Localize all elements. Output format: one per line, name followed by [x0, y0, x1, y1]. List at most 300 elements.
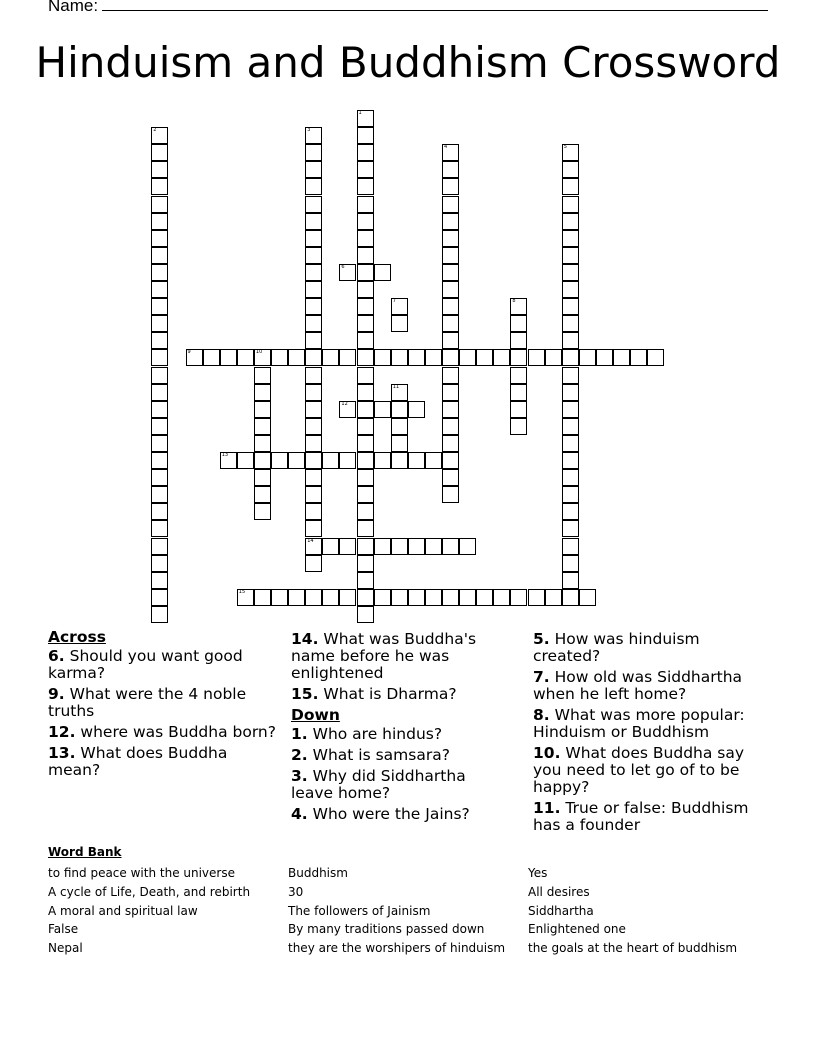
- crossword-cell[interactable]: [391, 538, 408, 555]
- crossword-cell[interactable]: [151, 127, 168, 144]
- crossword-cell[interactable]: [442, 367, 459, 384]
- word-bank-item: to find peace with the universe: [48, 866, 235, 880]
- crossword-cell[interactable]: [288, 349, 305, 366]
- crossword-cell[interactable]: [357, 452, 374, 469]
- crossword-cell[interactable]: [151, 281, 168, 298]
- crossword-cell[interactable]: [357, 178, 374, 195]
- clue-across-12: [48, 724, 280, 741]
- crossword-cell[interactable]: [151, 178, 168, 195]
- clue-across-6: [48, 648, 280, 682]
- crossword-cell[interactable]: [357, 196, 374, 213]
- crossword-cell[interactable]: [271, 589, 288, 606]
- clue-down-4: [291, 806, 501, 823]
- crossword-cell[interactable]: [305, 144, 322, 161]
- clue-text: What is Dharma?: [323, 685, 457, 703]
- clues-column-2: [291, 631, 501, 827]
- clue-text: What does Buddha mean?: [48, 744, 228, 779]
- crossword-cell[interactable]: [151, 486, 168, 503]
- crossword-cell[interactable]: [408, 538, 425, 555]
- crossword-cell[interactable]: [562, 332, 579, 349]
- clue-text: What was more popular: Hinduism or Buddhism: [533, 706, 745, 741]
- crossword-cell[interactable]: [528, 349, 545, 366]
- crossword-cell[interactable]: [305, 196, 322, 213]
- crossword-cell[interactable]: [374, 589, 391, 606]
- crossword-cell[interactable]: [151, 230, 168, 247]
- crossword-cell[interactable]: [510, 401, 527, 418]
- clue-number: 14.: [291, 630, 319, 648]
- crossword-cell[interactable]: [357, 298, 374, 315]
- crossword-cell[interactable]: [151, 298, 168, 315]
- crossword-cell[interactable]: [459, 589, 476, 606]
- cell-number: 2: [153, 127, 157, 134]
- crossword-cell[interactable]: [357, 230, 374, 247]
- crossword-cell[interactable]: [305, 367, 322, 384]
- crossword-cell[interactable]: [562, 538, 579, 555]
- crossword-cell[interactable]: [357, 281, 374, 298]
- crossword-cell[interactable]: [220, 452, 237, 469]
- clue-number: 4.: [291, 805, 308, 823]
- crossword-cell[interactable]: [237, 349, 254, 366]
- crossword-cell[interactable]: [357, 332, 374, 349]
- clue-down-7: [533, 669, 768, 703]
- crossword-cell[interactable]: [186, 349, 203, 366]
- clue-down-2: [291, 747, 501, 764]
- crossword-cell[interactable]: [562, 555, 579, 572]
- crossword-cell[interactable]: [562, 384, 579, 401]
- crossword-cell[interactable]: [562, 213, 579, 230]
- crossword-cell[interactable]: [339, 264, 356, 281]
- crossword-cell[interactable]: [203, 349, 220, 366]
- crossword-cell[interactable]: [442, 384, 459, 401]
- crossword-cell[interactable]: [357, 555, 374, 572]
- down-heading: Down: [291, 706, 340, 724]
- clue-number: 1.: [291, 725, 308, 743]
- crossword-cell[interactable]: [442, 401, 459, 418]
- word-bank-item: the goals at the heart of buddhism: [528, 941, 738, 956]
- clue-number: 3.: [291, 767, 308, 785]
- crossword-cell[interactable]: [562, 196, 579, 213]
- crossword-cell[interactable]: [442, 538, 459, 555]
- word-bank-item: Nepal: [48, 941, 83, 956]
- crossword-cell[interactable]: [339, 401, 356, 418]
- crossword-cell[interactable]: [562, 572, 579, 589]
- clue-number: 12.: [48, 723, 76, 741]
- crossword-cell[interactable]: [630, 349, 647, 366]
- crossword-cell[interactable]: [374, 349, 391, 366]
- crossword-cell[interactable]: [562, 264, 579, 281]
- crossword-cell[interactable]: [476, 589, 493, 606]
- word-bank-item: 30: [288, 884, 304, 899]
- crossword-cell[interactable]: [562, 349, 579, 366]
- crossword-cell[interactable]: [510, 298, 527, 315]
- crossword-cell[interactable]: [254, 452, 271, 469]
- crossword-cell[interactable]: [357, 401, 374, 418]
- clue-number: 13.: [48, 744, 76, 762]
- clue-text: How old was Siddhartha when he left home?: [533, 668, 743, 703]
- crossword-cell[interactable]: [151, 555, 168, 572]
- crossword-cell[interactable]: [254, 418, 271, 435]
- crossword-cell[interactable]: [510, 332, 527, 349]
- crossword-cell[interactable]: [151, 144, 168, 161]
- crossword-cell[interactable]: [459, 538, 476, 555]
- crossword-cell[interactable]: [151, 332, 168, 349]
- clue-down-11: [533, 800, 768, 834]
- crossword-cell[interactable]: [254, 435, 271, 452]
- crossword-cell[interactable]: [596, 349, 613, 366]
- crossword-cell[interactable]: [562, 298, 579, 315]
- crossword-cell[interactable]: [493, 349, 510, 366]
- crossword-cell[interactable]: [510, 418, 527, 435]
- crossword-cell[interactable]: [305, 452, 322, 469]
- crossword-cell[interactable]: [374, 264, 391, 281]
- crossword-cell[interactable]: [408, 401, 425, 418]
- crossword-cell[interactable]: [357, 264, 374, 281]
- crossword-cell[interactable]: [510, 349, 527, 366]
- crossword-cell[interactable]: [151, 538, 168, 555]
- clue-down-5: [533, 631, 768, 665]
- crossword-cell[interactable]: [391, 401, 408, 418]
- crossword-cell[interactable]: [151, 503, 168, 520]
- crossword-cell[interactable]: [476, 349, 493, 366]
- crossword-cell[interactable]: [288, 589, 305, 606]
- cell-number: 7: [392, 298, 396, 305]
- cell-number: 12: [341, 400, 348, 407]
- crossword-cell[interactable]: [305, 384, 322, 401]
- crossword-cell[interactable]: [357, 367, 374, 384]
- crossword-cell[interactable]: [391, 315, 408, 332]
- crossword-cell[interactable]: [254, 589, 271, 606]
- crossword-cell[interactable]: [442, 178, 459, 195]
- clue-across-9: [48, 686, 280, 720]
- clue-text: Should you want good karma?: [48, 647, 243, 682]
- crossword-cell[interactable]: [151, 418, 168, 435]
- clue-across-13: [48, 745, 280, 779]
- crossword-cell[interactable]: [151, 247, 168, 264]
- crossword-cell[interactable]: [151, 589, 168, 606]
- crossword-cell[interactable]: [151, 606, 168, 623]
- name-label: Name:: [48, 0, 99, 15]
- crossword-cell[interactable]: [357, 349, 374, 366]
- crossword-cell[interactable]: [357, 469, 374, 486]
- crossword-cell[interactable]: [339, 589, 356, 606]
- across-heading: Across: [48, 628, 106, 646]
- clue-text: What is samsara?: [312, 746, 450, 764]
- crossword-cell[interactable]: [562, 161, 579, 178]
- crossword-cell[interactable]: [562, 469, 579, 486]
- clue-text: What was Buddha's name before he was enlightened: [291, 630, 477, 682]
- word-bank-item: they are the worshipers of hinduism: [288, 941, 506, 956]
- crossword-cell[interactable]: [305, 589, 322, 606]
- crossword-cell[interactable]: [305, 127, 322, 144]
- crossword-cell[interactable]: [322, 538, 339, 555]
- word-bank-item: A cycle of Life, Death, and rebirth: [48, 884, 251, 899]
- crossword-cell[interactable]: [493, 589, 510, 606]
- crossword-cell[interactable]: [510, 589, 527, 606]
- crossword-cell[interactable]: [425, 538, 442, 555]
- crossword-cell[interactable]: [254, 367, 271, 384]
- clue-down-10: [533, 745, 768, 796]
- crossword-cell[interactable]: [562, 520, 579, 537]
- crossword-cell[interactable]: [562, 144, 579, 161]
- word-bank-item: Yes: [528, 866, 548, 880]
- crossword-cell[interactable]: [357, 435, 374, 452]
- crossword-cell[interactable]: [151, 401, 168, 418]
- crossword-cell[interactable]: [391, 349, 408, 366]
- clue-text: Who are hindus?: [312, 725, 443, 743]
- crossword-cell[interactable]: [442, 332, 459, 349]
- crossword-cell[interactable]: [442, 281, 459, 298]
- crossword-cell[interactable]: [339, 538, 356, 555]
- clue-text: where was Buddha born?: [80, 723, 276, 741]
- crossword-cell[interactable]: [442, 469, 459, 486]
- crossword-cell[interactable]: [305, 315, 322, 332]
- cell-number: 8: [512, 298, 516, 305]
- crossword-cell[interactable]: [254, 486, 271, 503]
- crossword-cell[interactable]: [408, 349, 425, 366]
- crossword-cell[interactable]: [271, 349, 288, 366]
- crossword-cell[interactable]: [562, 315, 579, 332]
- clue-text: How was hinduism created?: [533, 630, 700, 665]
- clue-text: Why did Siddhartha leave home?: [291, 767, 466, 802]
- crossword-cell[interactable]: [357, 606, 374, 623]
- crossword-cell[interactable]: [647, 349, 664, 366]
- crossword-cell[interactable]: [442, 230, 459, 247]
- crossword-cell[interactable]: [562, 401, 579, 418]
- crossword-cell[interactable]: [305, 247, 322, 264]
- crossword-cell[interactable]: [357, 247, 374, 264]
- crossword-cell[interactable]: [151, 264, 168, 281]
- crossword-cell[interactable]: [305, 435, 322, 452]
- crossword-cell[interactable]: [425, 589, 442, 606]
- clues-column-3: [533, 631, 768, 838]
- crossword-cell[interactable]: [254, 349, 271, 366]
- crossword-cell[interactable]: [305, 555, 322, 572]
- word-bank-column-3: [528, 864, 737, 958]
- clue-number: 8.: [533, 706, 550, 724]
- crossword-cell[interactable]: [562, 281, 579, 298]
- crossword-cell[interactable]: [322, 589, 339, 606]
- crossword-cell[interactable]: [425, 452, 442, 469]
- crossword-cell[interactable]: [579, 589, 596, 606]
- word-bank-item: Enlightened one: [528, 922, 626, 937]
- crossword-cell[interactable]: [528, 589, 545, 606]
- crossword-cell[interactable]: [562, 247, 579, 264]
- crossword-cell[interactable]: [357, 213, 374, 230]
- crossword-cell[interactable]: [151, 349, 168, 366]
- crossword-cell[interactable]: [374, 401, 391, 418]
- crossword-cell[interactable]: [510, 367, 527, 384]
- clue-down-3: [291, 768, 501, 802]
- clue-down-1: [291, 726, 501, 743]
- crossword-cell[interactable]: [305, 213, 322, 230]
- crossword-cell[interactable]: [305, 230, 322, 247]
- clue-down-8: [533, 707, 768, 741]
- crossword-cell[interactable]: [151, 520, 168, 537]
- crossword-cell[interactable]: [442, 298, 459, 315]
- crossword-cell[interactable]: [305, 298, 322, 315]
- clue-number: 11.: [533, 799, 561, 817]
- cell-number: 13: [221, 452, 229, 458]
- crossword-cell[interactable]: [254, 384, 271, 401]
- crossword-cell[interactable]: [339, 349, 356, 366]
- crossword-cell[interactable]: [357, 589, 374, 606]
- word-bank-column-2: [288, 864, 505, 958]
- cell-number: 11: [392, 383, 400, 390]
- crossword-cell[interactable]: [562, 486, 579, 503]
- crossword-cell[interactable]: [305, 401, 322, 418]
- clue-text: What does Buddha say you need to let go of to be happy?: [533, 744, 745, 796]
- crossword-cell[interactable]: [322, 349, 339, 366]
- crossword-cell[interactable]: [442, 315, 459, 332]
- crossword-cell[interactable]: [357, 384, 374, 401]
- crossword-cell[interactable]: [374, 538, 391, 555]
- cell-number: 1: [358, 110, 362, 116]
- crossword-cell[interactable]: [391, 384, 408, 401]
- crossword-cell[interactable]: [357, 161, 374, 178]
- crossword-cell[interactable]: [254, 401, 271, 418]
- crossword-cell[interactable]: [442, 486, 459, 503]
- clue-number: 7.: [533, 668, 550, 686]
- crossword-cell[interactable]: [271, 452, 288, 469]
- crossword-cell[interactable]: [391, 435, 408, 452]
- crossword-cell[interactable]: [442, 418, 459, 435]
- crossword-cell[interactable]: [357, 520, 374, 537]
- word-bank-item: False: [48, 922, 79, 937]
- crossword-cell[interactable]: [151, 367, 168, 384]
- crossword-cell[interactable]: [442, 435, 459, 452]
- crossword-cell[interactable]: [442, 144, 459, 161]
- crossword-cell[interactable]: [151, 161, 168, 178]
- clue-number: 6.: [48, 647, 65, 665]
- clue-number: 9.: [48, 685, 65, 703]
- crossword-cell[interactable]: [305, 161, 322, 178]
- word-bank-heading: Word Bank: [48, 845, 122, 859]
- crossword-cell[interactable]: [357, 110, 374, 127]
- crossword-cell[interactable]: [613, 349, 630, 366]
- crossword-cell[interactable]: [357, 315, 374, 332]
- crossword-cell[interactable]: [459, 349, 476, 366]
- crossword-cell[interactable]: [357, 418, 374, 435]
- crossword-cell[interactable]: [305, 281, 322, 298]
- page-title: Hinduism and Buddhism Crossword: [35, 38, 781, 87]
- crossword-cell[interactable]: [442, 213, 459, 230]
- crossword-cell[interactable]: [374, 452, 391, 469]
- crossword-cell[interactable]: [339, 452, 356, 469]
- crossword-cell[interactable]: [442, 349, 459, 366]
- crossword-cell[interactable]: [391, 452, 408, 469]
- clue-number: 5.: [533, 630, 550, 648]
- crossword-cell[interactable]: [562, 418, 579, 435]
- clue-text: Who were the Jains?: [312, 805, 470, 823]
- crossword-cell[interactable]: [305, 538, 322, 555]
- crossword-cell[interactable]: [562, 367, 579, 384]
- crossword-cell[interactable]: [442, 161, 459, 178]
- crossword-cell[interactable]: [545, 589, 562, 606]
- crossword-cell[interactable]: [562, 230, 579, 247]
- crossword-cell[interactable]: [562, 435, 579, 452]
- cell-number: 3: [307, 127, 311, 134]
- crossword-cell[interactable]: [562, 452, 579, 469]
- crossword-cell[interactable]: [408, 589, 425, 606]
- crossword-cell[interactable]: [151, 213, 168, 230]
- crossword-cell[interactable]: [322, 452, 339, 469]
- crossword-cell[interactable]: [305, 520, 322, 537]
- crossword-cell[interactable]: [562, 503, 579, 520]
- crossword-cell[interactable]: [151, 572, 168, 589]
- crossword-cell[interactable]: [357, 572, 374, 589]
- crossword-cell[interactable]: [305, 469, 322, 486]
- word-bank-item: Buddhism: [288, 866, 348, 880]
- crossword-cell[interactable]: [305, 178, 322, 195]
- word-bank-item: Siddhartha: [528, 903, 594, 918]
- crossword-cell[interactable]: [510, 315, 527, 332]
- crossword-cell[interactable]: [151, 435, 168, 452]
- crossword-cell[interactable]: [357, 503, 374, 520]
- crossword-cell[interactable]: [391, 589, 408, 606]
- crossword-cell[interactable]: [151, 469, 168, 486]
- crossword-cell[interactable]: [442, 264, 459, 281]
- crossword-cell[interactable]: [288, 452, 305, 469]
- clue-text: True or false: Buddhism has a founder: [533, 799, 749, 834]
- crossword-cell[interactable]: [254, 503, 271, 520]
- crossword-cell[interactable]: [442, 247, 459, 264]
- clue-across-14: [291, 631, 501, 682]
- crossword-cell[interactable]: [442, 452, 459, 469]
- word-bank-item: All desires: [528, 884, 590, 899]
- crossword-cell[interactable]: [151, 452, 168, 469]
- clue-number: 15.: [291, 685, 319, 703]
- cell-number: 15: [238, 588, 246, 595]
- crossword-cell[interactable]: [151, 384, 168, 401]
- clue-across-15: [291, 686, 501, 703]
- crossword-cell[interactable]: [151, 196, 168, 213]
- word-bank-column-1: [48, 864, 250, 958]
- crossword-cell[interactable]: [305, 264, 322, 281]
- crossword-cell[interactable]: [237, 589, 254, 606]
- crossword-cell[interactable]: [408, 452, 425, 469]
- crossword-cell[interactable]: [391, 418, 408, 435]
- cell-number: 4: [444, 144, 448, 151]
- crossword-cell[interactable]: [254, 469, 271, 486]
- crossword-cell[interactable]: [562, 178, 579, 195]
- cell-number: 5: [563, 144, 567, 151]
- crossword-cell[interactable]: [305, 418, 322, 435]
- crossword-cell[interactable]: [357, 486, 374, 503]
- crossword-cell[interactable]: [545, 349, 562, 366]
- crossword-cell[interactable]: [579, 349, 596, 366]
- crossword-cell[interactable]: [391, 298, 408, 315]
- crossword-cell[interactable]: [357, 538, 374, 555]
- crossword-cell[interactable]: [305, 332, 322, 349]
- crossword-cell[interactable]: [510, 384, 527, 401]
- crossword-cell[interactable]: [442, 196, 459, 213]
- crossword-cell[interactable]: [305, 503, 322, 520]
- crossword-cell[interactable]: [220, 349, 237, 366]
- clue-number: 10.: [533, 744, 561, 762]
- crossword-cell[interactable]: [357, 144, 374, 161]
- crossword-cell[interactable]: [442, 589, 459, 606]
- clues-column-1: [48, 629, 280, 783]
- crossword-cell[interactable]: [305, 486, 322, 503]
- clue-number: 2.: [291, 746, 308, 764]
- crossword-cell[interactable]: [305, 349, 322, 366]
- word-bank-item: A moral and spiritual law: [48, 903, 198, 918]
- crossword-cell[interactable]: [562, 589, 579, 606]
- crossword-cell[interactable]: [237, 452, 254, 469]
- crossword-cell[interactable]: [151, 315, 168, 332]
- crossword-cell[interactable]: [425, 349, 442, 366]
- crossword-cell[interactable]: [357, 127, 374, 144]
